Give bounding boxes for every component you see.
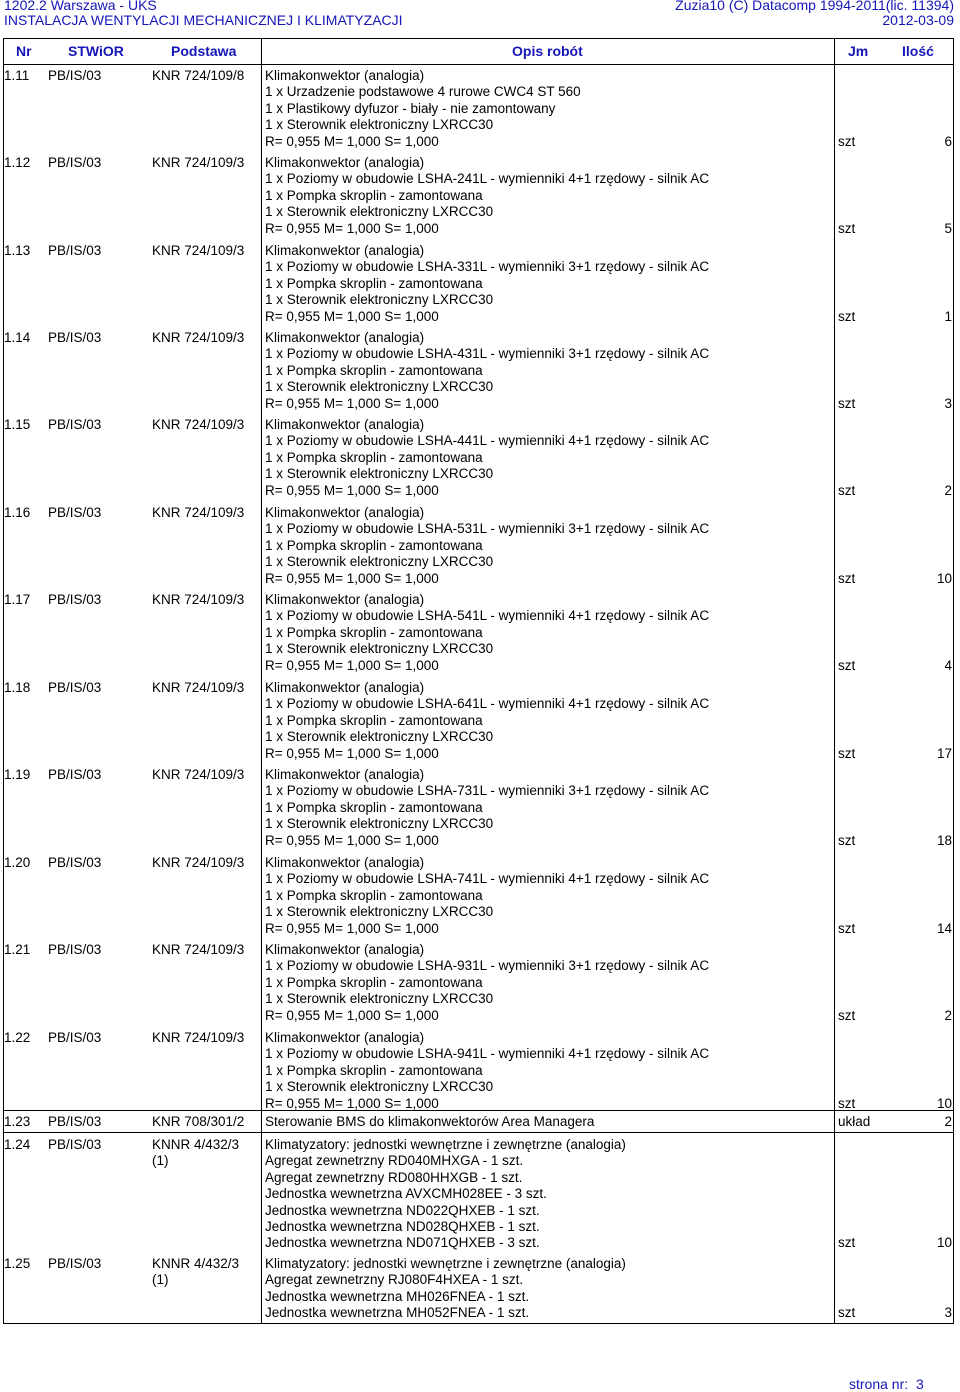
row-description-line: Jednostka wewnetrzna MH052FNEA - 1 szt. bbox=[265, 1305, 530, 1321]
row-podstawa: KNR 724/109/3 bbox=[152, 592, 245, 607]
row-number: 1.16 bbox=[4, 505, 31, 520]
row-description-line: 1 x Pompka skroplin - zamontowana bbox=[265, 537, 483, 553]
row-description-line: 1 x Sterownik elektroniczny LXRCC30 bbox=[265, 292, 494, 308]
row-description-line: 1 x Poziomy w obudowie LSHA-731L - wymienniki 3+1 rzędowy - silnik AC bbox=[265, 783, 710, 799]
row-description-line: Klimakonwektor (analogia) bbox=[265, 855, 425, 870]
row-unit: szt bbox=[838, 308, 856, 324]
row-description-line: 1 x Urzadzenie podstawowe 4 rurowe CWC4 ST 560 bbox=[265, 84, 581, 100]
row-description-line: Klimakonwektor (analogia) bbox=[265, 592, 425, 607]
row-unit: szt bbox=[838, 395, 856, 411]
row-unit: szt bbox=[838, 133, 856, 149]
page-number-value: 3 bbox=[916, 1376, 924, 1392]
row-description-line: 1 x Poziomy w obudowie LSHA-541L - wymienniki 4+1 rzędowy - silnik AC bbox=[265, 608, 710, 624]
row-quantity: 4 bbox=[944, 657, 952, 673]
row-number: 1.11 bbox=[4, 68, 30, 83]
row-quantity: 5 bbox=[944, 220, 952, 236]
row-podstawa: KNR 724/109/3 bbox=[152, 942, 245, 957]
col-header-nr: Nr bbox=[16, 43, 32, 59]
row-number: 1.13 bbox=[4, 243, 31, 258]
col-header-ilosc: Ilość bbox=[902, 43, 934, 59]
col-header-stwior: STWiOR bbox=[68, 43, 124, 59]
row-podstawa: KNR 724/109/3 bbox=[152, 330, 245, 345]
row-stwior: PB/IS/03 bbox=[48, 155, 102, 170]
row-description-line: Klimakonwektor (analogia) bbox=[265, 767, 425, 782]
row-description-line: 1 x Pompka skroplin - zamontowana bbox=[265, 449, 483, 465]
row-description-line: 1 x Pompka skroplin - zamontowana bbox=[265, 187, 483, 203]
row-description-line: 1 x Sterownik elektroniczny LXRCC30 bbox=[265, 204, 494, 220]
row-description-line: 1 x Poziomy w obudowie LSHA-441L - wymienniki 4+1 rzędowy - silnik AC bbox=[265, 433, 710, 449]
row-description-line: R= 0,955 M= 1,000 S= 1,000 bbox=[265, 745, 439, 761]
row-description-line: Klimatyzatory: jednostki wewnętrzne i zewnętrzne (analogia) bbox=[265, 1256, 626, 1271]
row-quantity: 3 bbox=[944, 1305, 952, 1321]
row-podstawa: KNNR 4/432/3 bbox=[152, 1256, 240, 1271]
row-description-line: 1 x Pompka skroplin - zamontowana bbox=[265, 1062, 483, 1078]
row-number: 1.19 bbox=[4, 767, 31, 782]
row-number: 1.15 bbox=[4, 417, 31, 432]
row-description-line: Klimakonwektor (analogia) bbox=[265, 417, 425, 432]
row-number: 1.23 bbox=[4, 1114, 31, 1129]
row-unit: szt bbox=[838, 1235, 856, 1251]
row-description-line: 1 x Sterownik elektroniczny LXRCC30 bbox=[265, 379, 494, 395]
row-description-line: R= 0,955 M= 1,000 S= 1,000 bbox=[265, 1007, 439, 1023]
row-description-line: 1 x Sterownik elektroniczny LXRCC30 bbox=[265, 466, 494, 482]
row-description-line: R= 0,955 M= 1,000 S= 1,000 bbox=[265, 657, 439, 673]
row-quantity: 10 bbox=[936, 1095, 952, 1111]
row-stwior: PB/IS/03 bbox=[48, 1137, 102, 1152]
row-stwior: PB/IS/03 bbox=[48, 592, 102, 607]
row-number: 1.25 bbox=[4, 1256, 31, 1271]
row-podstawa: KNR 724/109/3 bbox=[152, 1030, 245, 1045]
row-description-line: 1 x Pompka skroplin - zamontowana bbox=[265, 362, 483, 378]
row-description-line: Agregat zewnetrzny RD040MHXGA - 1 szt. bbox=[265, 1153, 524, 1169]
row-number: 1.24 bbox=[4, 1137, 31, 1152]
row-description-line: R= 0,955 M= 1,000 S= 1,000 bbox=[265, 570, 439, 586]
row-description-line: 1 x Pompka skroplin - zamontowana bbox=[265, 887, 483, 903]
row-stwior: PB/IS/03 bbox=[48, 942, 102, 957]
row-stwior: PB/IS/03 bbox=[48, 855, 102, 870]
row-description-line: 1 x Poziomy w obudowie LSHA-431L - wymienniki 3+1 rzędowy - silnik AC bbox=[265, 346, 710, 362]
page-number-label: strona nr: bbox=[849, 1376, 909, 1392]
row-stwior: PB/IS/03 bbox=[48, 68, 102, 83]
row-description-line: R= 0,955 M= 1,000 S= 1,000 bbox=[265, 1095, 439, 1111]
row-unit: szt bbox=[838, 832, 856, 848]
row-description-line: Klimakonwektor (analogia) bbox=[265, 505, 425, 520]
project-title: 1202.2 Warszawa - UKS bbox=[4, 0, 157, 13]
row-description-line: Klimakonwektor (analogia) bbox=[265, 155, 425, 170]
row-description-line: 1 x Poziomy w obudowie LSHA-241L - wymienniki 4+1 rzędowy - silnik AC bbox=[265, 171, 710, 187]
row-unit: szt bbox=[838, 1095, 856, 1111]
row-description-line: 1 x Pompka skroplin - zamontowana bbox=[265, 275, 483, 291]
row-description-line: Sterowanie BMS do klimakonwektorów Area Managera bbox=[265, 1114, 595, 1129]
document-date: 2012-03-09 bbox=[882, 12, 954, 28]
row-description-line: 1 x Poziomy w obudowie LSHA-331L - wymienniki 3+1 rzędowy - silnik AC bbox=[265, 259, 710, 275]
row-quantity: 2 bbox=[944, 482, 952, 498]
row-description-line: 1 x Poziomy w obudowie LSHA-941L - wymienniki 4+1 rzędowy - silnik AC bbox=[265, 1046, 710, 1062]
row-podstawa: KNR 724/109/3 bbox=[152, 680, 245, 695]
row-unit: szt bbox=[838, 920, 856, 936]
row-podstawa: (1) bbox=[152, 1272, 169, 1288]
row-description-line: Jednostka wewnetrzna ND028QHXEB - 1 szt. bbox=[265, 1219, 540, 1234]
row-description-line: R= 0,955 M= 1,000 S= 1,000 bbox=[265, 220, 439, 236]
row-description-line: R= 0,955 M= 1,000 S= 1,000 bbox=[265, 920, 439, 936]
row-description-line: R= 0,955 M= 1,000 S= 1,000 bbox=[265, 832, 439, 848]
row-quantity: 1 bbox=[944, 308, 952, 324]
row-stwior: PB/IS/03 bbox=[48, 1256, 102, 1271]
table-header bbox=[4, 39, 953, 65]
row-stwior: PB/IS/03 bbox=[48, 505, 102, 520]
row-description-line: R= 0,955 M= 1,000 S= 1,000 bbox=[265, 482, 439, 498]
row-quantity: 10 bbox=[936, 570, 952, 586]
row-quantity: 2 bbox=[944, 1007, 952, 1023]
row-description-line: Jednostka wewnetrzna MH026FNEA - 1 szt. bbox=[265, 1288, 530, 1304]
column-divider bbox=[834, 39, 835, 1323]
row-description-line: Jednostka wewnetrzna ND022QHXEB - 1 szt. bbox=[265, 1202, 540, 1218]
row-description-line: 1 x Sterownik elektroniczny LXRCC30 bbox=[265, 904, 494, 920]
row-podstawa: KNNR 4/432/3 bbox=[152, 1137, 240, 1152]
row-description-line: Klimakonwektor (analogia) bbox=[265, 680, 425, 695]
row-description-line: 1 x Sterownik elektroniczny LXRCC30 bbox=[265, 641, 494, 657]
row-podstawa: KNR 724/109/3 bbox=[152, 155, 245, 170]
row-description-line: 1 x Poziomy w obudowie LSHA-931L - wymienniki 3+1 rzędowy - silnik AC bbox=[265, 958, 710, 974]
row-podstawa: KNR 724/109/3 bbox=[152, 855, 245, 870]
row-number: 1.20 bbox=[4, 855, 31, 870]
row-number: 1.22 bbox=[4, 1030, 31, 1045]
row-quantity: 2 bbox=[944, 1114, 952, 1129]
row-quantity: 18 bbox=[936, 832, 952, 848]
row-stwior: PB/IS/03 bbox=[48, 767, 102, 782]
row-unit: szt bbox=[838, 745, 856, 761]
row-description-line: 1 x Pompka skroplin - zamontowana bbox=[265, 974, 483, 990]
row-podstawa: KNR 724/109/8 bbox=[152, 68, 245, 83]
row-unit: układ bbox=[838, 1114, 871, 1129]
row-description-line: Klimakonwektor (analogia) bbox=[265, 330, 425, 345]
row-description-line: 1 x Plastikowy dyfuzor - biały - nie zamontowany bbox=[265, 100, 556, 116]
row-description-line: R= 0,955 M= 1,000 S= 1,000 bbox=[265, 133, 439, 149]
row-unit: szt bbox=[838, 482, 856, 498]
row-stwior: PB/IS/03 bbox=[48, 1030, 102, 1045]
row-description-line: 1 x Sterownik elektroniczny LXRCC30 bbox=[265, 554, 494, 570]
row-quantity: 3 bbox=[944, 395, 952, 411]
software-credit: Zuzia10 (C) Datacomp 1994-2011(lic. 11394) bbox=[675, 0, 954, 13]
row-description-line: 1 x Sterownik elektroniczny LXRCC30 bbox=[265, 729, 494, 745]
col-header-podstawa: Podstawa bbox=[171, 43, 237, 59]
row-description-line: Klimakonwektor (analogia) bbox=[265, 942, 425, 957]
row-stwior: PB/IS/03 bbox=[48, 417, 102, 432]
row-description-line: 1 x Sterownik elektroniczny LXRCC30 bbox=[265, 816, 494, 832]
row-podstawa: KNR 724/109/3 bbox=[152, 767, 245, 782]
row-number: 1.17 bbox=[4, 592, 31, 607]
row-description-line: 1 x Poziomy w obudowie LSHA-531L - wymienniki 3+1 rzędowy - silnik AC bbox=[265, 521, 710, 537]
row-stwior: PB/IS/03 bbox=[48, 243, 102, 258]
row-description-line: Klimakonwektor (analogia) bbox=[265, 1030, 425, 1045]
row-stwior: PB/IS/03 bbox=[48, 680, 102, 695]
row-description-line: Agregat zewnetrzny RD080HHXGB - 1 szt. bbox=[265, 1169, 523, 1185]
row-description-line: 1 x Pompka skroplin - zamontowana bbox=[265, 799, 483, 815]
row-number: 1.18 bbox=[4, 680, 31, 695]
row-quantity: 14 bbox=[936, 920, 952, 936]
col-header-jm: Jm bbox=[848, 43, 869, 59]
col-header-opis: Opis robót bbox=[512, 43, 583, 59]
row-quantity: 17 bbox=[936, 745, 952, 761]
row-podstawa: KNR 724/109/3 bbox=[152, 243, 245, 258]
row-description-line: R= 0,955 M= 1,000 S= 1,000 bbox=[265, 395, 439, 411]
row-podstawa: KNR 708/301/2 bbox=[152, 1114, 245, 1129]
row-stwior: PB/IS/03 bbox=[48, 1114, 102, 1129]
row-number: 1.12 bbox=[4, 155, 31, 170]
row-description-line: 1 x Sterownik elektroniczny LXRCC30 bbox=[265, 117, 494, 133]
row-podstawa: KNR 724/109/3 bbox=[152, 505, 245, 520]
section-title: INSTALACJA WENTYLACJI MECHANICZNEJ I KLIMATYZACJI bbox=[4, 12, 403, 28]
row-description-line: Klimakonwektor (analogia) bbox=[265, 68, 425, 83]
row-unit: szt bbox=[838, 220, 856, 236]
row-description-line: 1 x Pompka skroplin - zamontowana bbox=[265, 712, 483, 728]
row-description-line: R= 0,955 M= 1,000 S= 1,000 bbox=[265, 308, 439, 324]
row-podstawa: KNR 724/109/3 bbox=[152, 417, 245, 432]
row-unit: szt bbox=[838, 570, 856, 586]
row-description-line: 1 x Poziomy w obudowie LSHA-741L - wymienniki 4+1 rzędowy - silnik AC bbox=[265, 871, 710, 887]
row-quantity: 10 bbox=[936, 1235, 952, 1251]
row-description-line: 1 x Sterownik elektroniczny LXRCC30 bbox=[265, 1079, 494, 1095]
row-description-line: Jednostka wewnetrzna ND071QHXEB - 3 szt. bbox=[265, 1235, 540, 1251]
column-divider bbox=[261, 39, 262, 1323]
row-unit: szt bbox=[838, 1007, 856, 1023]
row-description-line: 1 x Poziomy w obudowie LSHA-641L - wymienniki 4+1 rzędowy - silnik AC bbox=[265, 696, 710, 712]
row-number: 1.14 bbox=[4, 330, 31, 345]
row-description-line: Klimatyzatory: jednostki wewnętrzne i zewnętrzne (analogia) bbox=[265, 1137, 626, 1152]
row-quantity: 6 bbox=[944, 133, 952, 149]
row-description-line: Jednostka wewnetrzna AVXCMH028EE - 3 szt. bbox=[265, 1186, 547, 1202]
row-description-line: Agregat zewnetrzny RJ080F4HXEA - 1 szt. bbox=[265, 1272, 524, 1288]
row-podstawa: (1) bbox=[152, 1153, 169, 1169]
works-table bbox=[3, 38, 954, 1324]
row-divider bbox=[4, 1110, 953, 1111]
row-unit: szt bbox=[838, 1305, 856, 1321]
row-description-line: Klimakonwektor (analogia) bbox=[265, 243, 425, 258]
row-stwior: PB/IS/03 bbox=[48, 330, 102, 345]
row-description-line: 1 x Sterownik elektroniczny LXRCC30 bbox=[265, 991, 494, 1007]
row-unit: szt bbox=[838, 657, 856, 673]
row-divider bbox=[4, 1132, 953, 1133]
row-number: 1.21 bbox=[4, 942, 31, 957]
row-description-line: 1 x Pompka skroplin - zamontowana bbox=[265, 624, 483, 640]
